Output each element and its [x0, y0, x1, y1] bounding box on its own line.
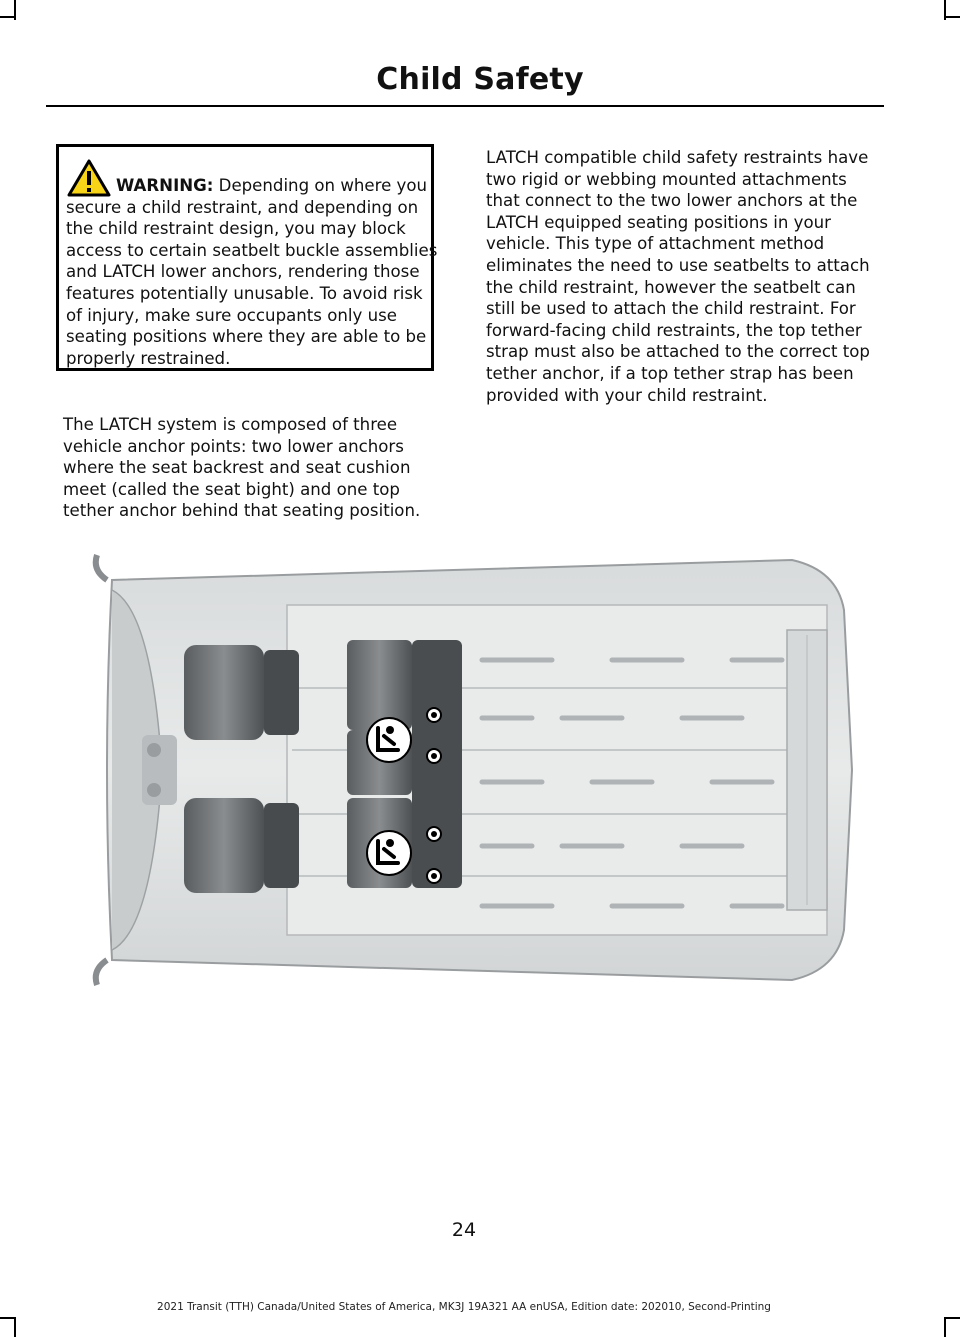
- child-seat-icon: [367, 831, 411, 875]
- crop-mark: [0, 16, 16, 18]
- page-title: Child Safety: [376, 62, 584, 97]
- crop-mark: [944, 1317, 946, 1337]
- crop-mark: [944, 1317, 960, 1319]
- crop-mark: [0, 1317, 16, 1319]
- warning-body: Depending on where you secure a child restraint, and depending on the child restraint design, you may block access to certain seatbelt buckle assemblies and LATCH lower anchors, rendering those features potentially unusable. To avoid risk of injury, make sure occupants only use seating positions where they are able to be properly restrained.: [66, 176, 438, 368]
- page-number: 24: [451, 1219, 477, 1241]
- vehicle-top-view-illustration: [92, 550, 862, 990]
- crop-mark: [14, 1317, 16, 1337]
- footer-text: 2021 Transit (TTH) Canada/United States of America, MK3J 19A321 AA enUSA, Edition date: 202010, Second-Printing: [157, 1301, 771, 1313]
- header-divider: [46, 105, 884, 107]
- warning-box: [56, 144, 438, 371]
- warning-text: [66, 175, 438, 369]
- crop-mark: [944, 16, 960, 18]
- latch-system-paragraph: The LATCH system is composed of three vehicle anchor points: two lower anchors where the seat backrest and seat cushion meet (called the seat bight) and one top tether anchor behind that seating position.: [63, 415, 421, 521]
- child-seat-icon: [367, 718, 411, 762]
- latch-restraints-paragraph: LATCH compatible child safety restraints have two rigid or webbing mounted attachments that connect to the two lower anchors at the LATCH equipped seating positions in your vehicle. This type of attachment method eliminates the need to use seatbelts to attach the child restraint, however the seatbelt can still be used to attach the child restraint. For forward-facing child restraints, the top tether strap must also be attached to the correct top tether anchor, if a top tether strap has been provided with your child restraint.: [486, 148, 870, 405]
- warning-label: WARNING:: [116, 176, 214, 195]
